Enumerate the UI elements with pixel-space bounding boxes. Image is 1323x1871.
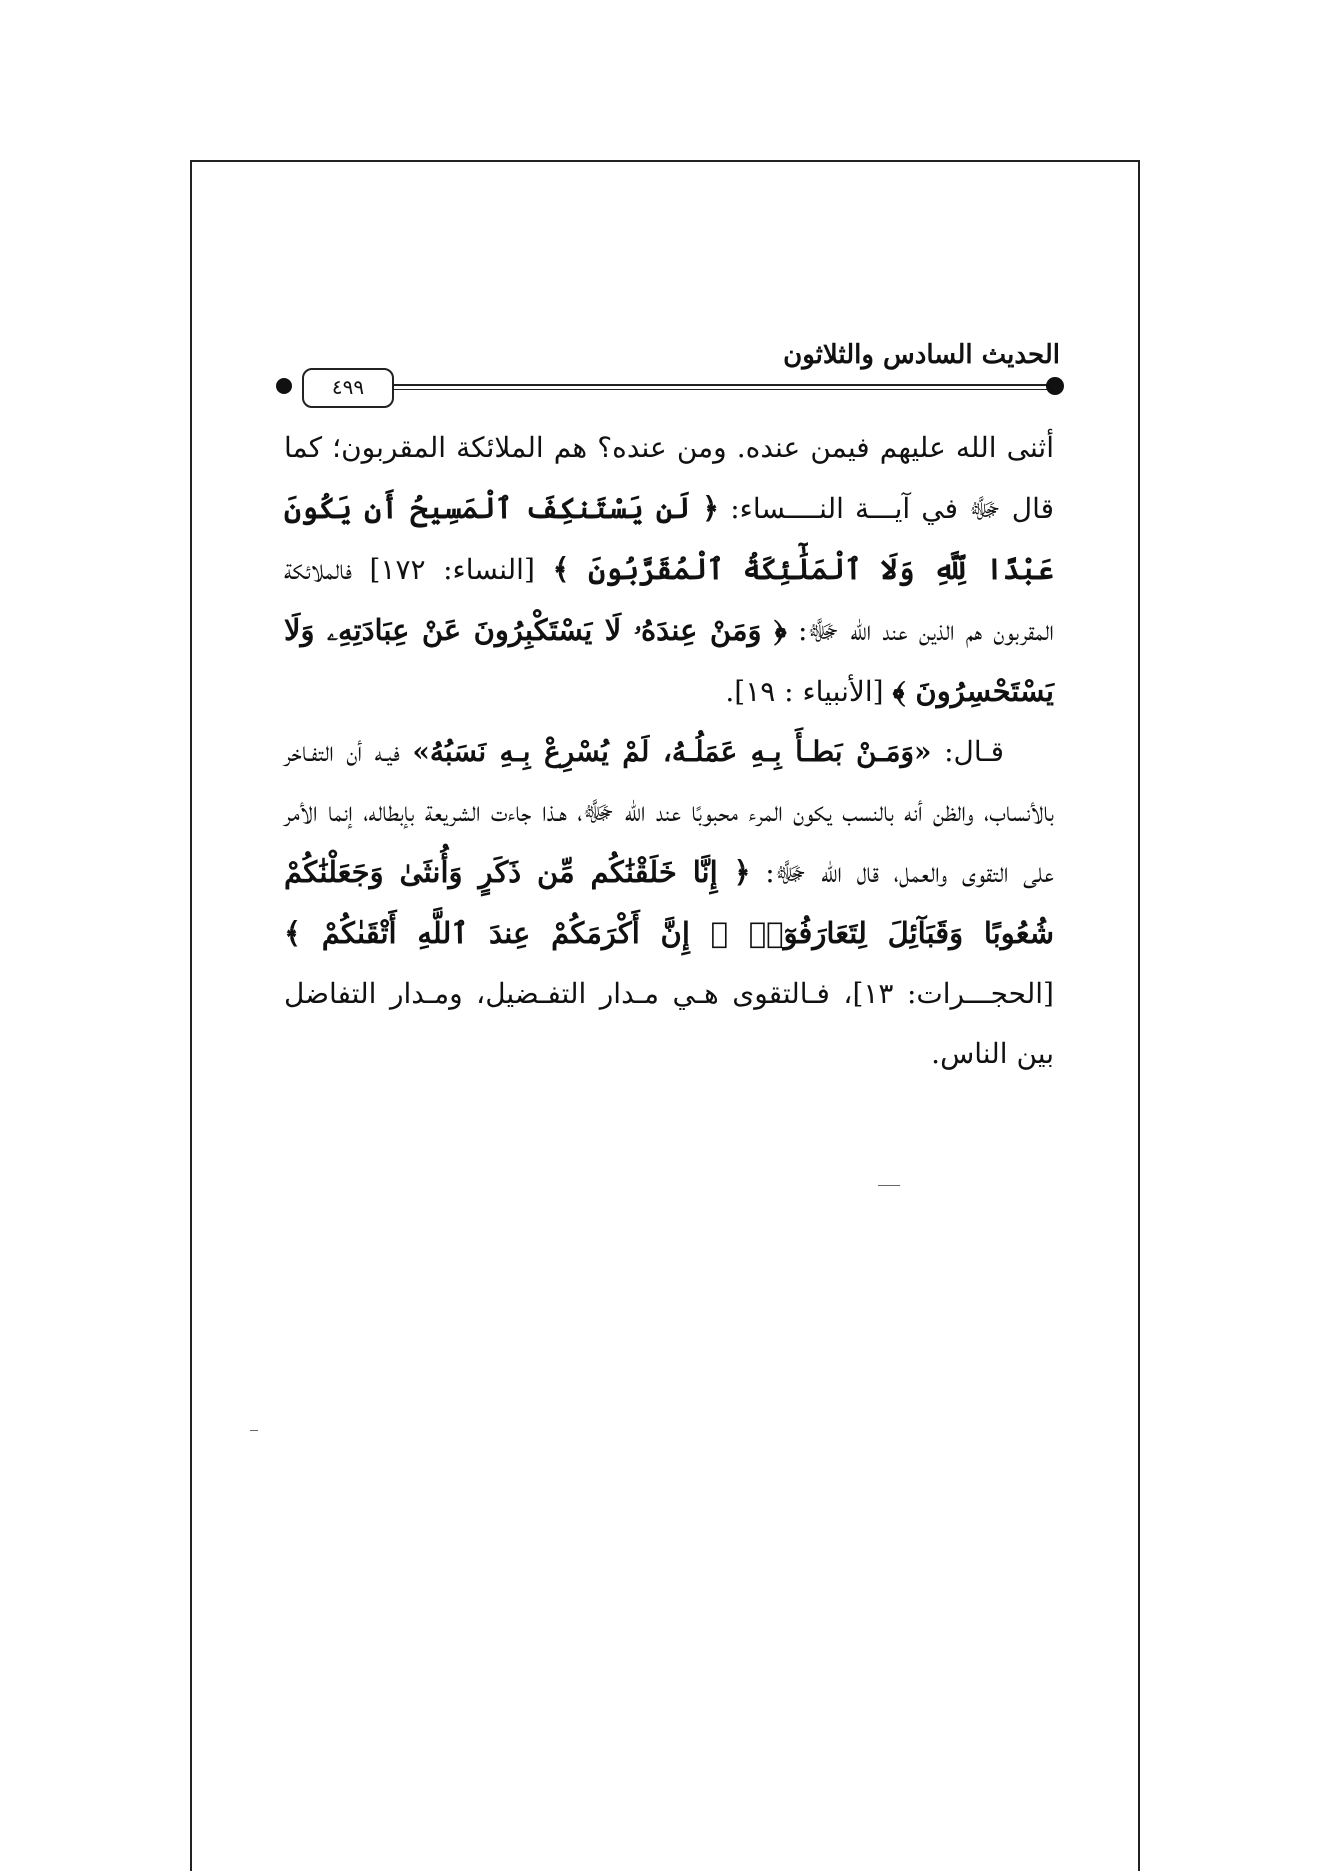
body-text	[284, 418, 1054, 1084]
quran-verse: ﴿ لَن يَسْتَنكِفَ ٱلْمَسِيحُ أَن يَكُونَ عَبْدًا لِّلَّهِ وَلَا ٱلْمَلَٰٓئِكَةُ ٱلْمُقَرَّبُونَ ﴾	[284, 491, 1054, 586]
paragraph-2	[284, 722, 1054, 1084]
chapter-title: الحديث السادس والثلاثون	[783, 340, 1060, 370]
scan-speck	[878, 1185, 900, 1186]
text-segment: [الحجـــرات: ١٣]، فـالتقوى هـي مـدار التفـضيل، ومـدار التفاضل بين الناس.	[284, 977, 1054, 1070]
paragraph-1	[284, 418, 1054, 722]
page-header	[276, 340, 1060, 410]
quran-verse: ﴿ إِنَّا خَلَقْنَٰكُم مِّن ذَكَرٍ وَأُنثَىٰ وَجَعَلْنَٰكُمْ شُعُوبًا وَقَبَآئِلَ لِتَعَارَفُوٓا۟ ۚ إِنَّ أَكْرَمَكُمْ عِندَ ٱللَّهِ أَتْقَىٰكُمْ ﴾	[284, 855, 1054, 950]
scan-speck	[250, 1430, 258, 1431]
text-segment: أثنى الله عليهم فيمن عنده. ومن عنده؟ هم الملائكة المقربون؛ كما قال ﷻ في آيـــة النــــساء:	[284, 431, 1054, 525]
text-segment: [الأنبياء : ١٩].	[725, 675, 884, 708]
text-segment: [النساء: ١٧٢] فالملائكة المقربون هم الذين عند الله ﷻ:	[284, 553, 1055, 647]
page-number: ٤٩٩	[302, 368, 394, 408]
header-rule	[386, 384, 1054, 390]
text-segment: قـال:	[944, 735, 1005, 768]
text-segment: فيـه أن التفـاخر بالأنساب، والظن أنه بالنسب يكون المرء محبوبًا عند الله ﷻ، هـذا جاءت الشريعة بإبطاله، إنما الأمر على التقوى والعمل، قال الله ﷻ:	[284, 735, 1054, 889]
rule-end-dot-left	[276, 378, 292, 394]
rule-end-dot-right	[1046, 377, 1064, 395]
quran-verse: ﴿ وَمَنْ عِندَهُۥ لَا يَسْتَكْبِرُونَ عَنْ عِبَادَتِهِۦ وَلَا يَسْتَحْسِرُونَ ﴾	[284, 613, 1054, 708]
hadith-quote: «وَمَـنْ بَطـأَ بِـهِ عَمَلُـهُ، لَمْ يُسْرِعْ بِـهِ نَسَبُهُ»	[412, 735, 932, 768]
